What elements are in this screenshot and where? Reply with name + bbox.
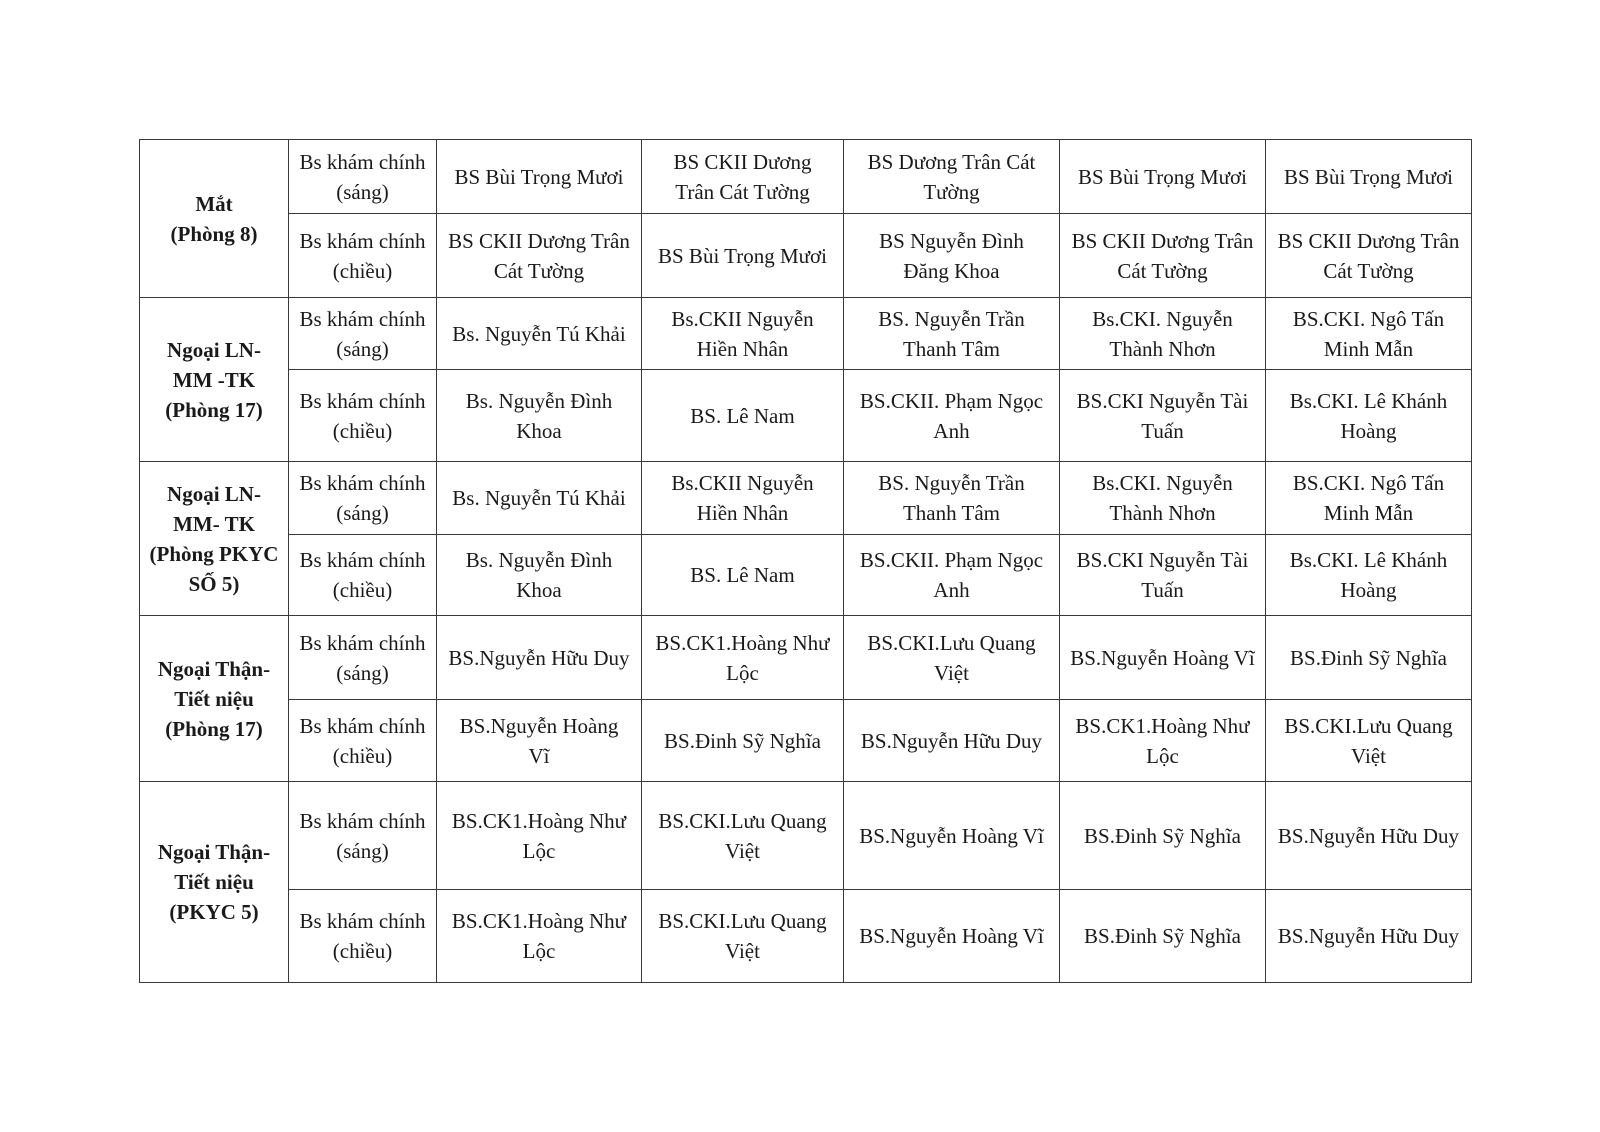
doctor-cell: Bs. Nguyễn Tú Khải	[437, 298, 642, 370]
doctor-schedule-table	[139, 139, 1472, 983]
doctor-cell: BS CKII Dương Trân Cát Tường	[437, 214, 642, 298]
department-cell: Mắt (Phòng 8)	[140, 140, 289, 298]
doctor-cell: BS CKII Dương Trân Cát Tường	[642, 140, 844, 214]
table-row	[140, 782, 1472, 890]
doctor-cell: BS. Nguyễn Trần Thanh Tâm	[844, 298, 1060, 370]
doctor-cell: BS Bùi Trọng Mươi	[1060, 140, 1266, 214]
department-cell: Ngoại Thận- Tiết niệu (Phòng 17)	[140, 616, 289, 782]
doctor-cell: BS.CK1.Hoàng Như Lộc	[437, 782, 642, 890]
doctor-cell: BS Bùi Trọng Mươi	[437, 140, 642, 214]
doctor-cell: BS.CKII. Phạm Ngọc Anh	[844, 370, 1060, 462]
doctor-cell: BS CKII Dương Trân Cát Tường	[1266, 214, 1472, 298]
doctor-cell: Bs.CKI. Nguyễn Thành Nhơn	[1060, 298, 1266, 370]
table-row	[140, 700, 1472, 782]
table-row	[140, 140, 1472, 214]
doctor-cell: BS Dương Trân Cát Tường	[844, 140, 1060, 214]
doctor-cell: BS.Nguyễn Hoàng Vĩ	[437, 700, 642, 782]
doctor-cell: Bs. Nguyễn Đình Khoa	[437, 535, 642, 616]
table-row	[140, 535, 1472, 616]
doctor-cell: Bs.CKI. Lê Khánh Hoàng	[1266, 535, 1472, 616]
doctor-cell: BS.CKI.Lưu Quang Việt	[1266, 700, 1472, 782]
doctor-cell: BS. Nguyễn Trần Thanh Tâm	[844, 462, 1060, 535]
shift-cell: Bs khám chính (sáng)	[289, 616, 437, 700]
doctor-cell: Bs. Nguyễn Tú Khải	[437, 462, 642, 535]
shift-cell: Bs khám chính (chiều)	[289, 370, 437, 462]
doctor-cell: BS.Đinh Sỹ Nghĩa	[1266, 616, 1472, 700]
doctor-cell: BS.Đinh Sỹ Nghĩa	[642, 700, 844, 782]
department-cell: Ngoại LN- MM- TK (Phòng PKYC SỐ 5)	[140, 462, 289, 616]
doctor-cell: BS Nguyễn Đình Đăng Khoa	[844, 214, 1060, 298]
table-row	[140, 890, 1472, 983]
doctor-cell: BS.CKII. Phạm Ngọc Anh	[844, 535, 1060, 616]
doctor-cell: BS.Nguyễn Hữu Duy	[1266, 782, 1472, 890]
table-row	[140, 462, 1472, 535]
doctor-cell: BS.CKI. Ngô Tấn Minh Mẫn	[1266, 462, 1472, 535]
department-cell: Ngoại Thận- Tiết niệu (PKYC 5)	[140, 782, 289, 983]
doctor-cell: BS.Đinh Sỹ Nghĩa	[1060, 782, 1266, 890]
department-cell: Ngoại LN- MM -TK (Phòng 17)	[140, 298, 289, 462]
table-row	[140, 214, 1472, 298]
doctor-cell: BS.Nguyễn Hoàng Vĩ	[844, 890, 1060, 983]
doctor-cell: BS.CK1.Hoàng Như Lộc	[642, 616, 844, 700]
doctor-cell: BS.CK1.Hoàng Như Lộc	[1060, 700, 1266, 782]
doctor-cell: BS.Nguyễn Hoàng Vĩ	[844, 782, 1060, 890]
shift-cell: Bs khám chính (chiều)	[289, 214, 437, 298]
doctor-cell: Bs.CKII Nguyễn Hiền Nhân	[642, 462, 844, 535]
doctor-cell: Bs.CKII Nguyễn Hiền Nhân	[642, 298, 844, 370]
doctor-cell: BS.CK1.Hoàng Như Lộc	[437, 890, 642, 983]
table-row	[140, 370, 1472, 462]
shift-cell: Bs khám chính (sáng)	[289, 462, 437, 535]
doctor-cell: BS.Nguyễn Hữu Duy	[1266, 890, 1472, 983]
doctor-cell: BS.Nguyễn Hoàng Vĩ	[1060, 616, 1266, 700]
doctor-cell: BS.Đinh Sỹ Nghĩa	[1060, 890, 1266, 983]
shift-cell: Bs khám chính (sáng)	[289, 782, 437, 890]
doctor-cell: BS.CKI Nguyễn Tài Tuấn	[1060, 535, 1266, 616]
doctor-cell: BS.CKI.Lưu Quang Việt	[642, 890, 844, 983]
table-row	[140, 616, 1472, 700]
shift-cell: Bs khám chính (chiều)	[289, 535, 437, 616]
shift-cell: Bs khám chính (chiều)	[289, 700, 437, 782]
doctor-cell: BS. Lê Nam	[642, 535, 844, 616]
doctor-cell: BS.CKI.Lưu Quang Việt	[642, 782, 844, 890]
doctor-cell: Bs.CKI. Nguyễn Thành Nhơn	[1060, 462, 1266, 535]
doctor-cell: BS.CKI. Ngô Tấn Minh Mẫn	[1266, 298, 1472, 370]
doctor-cell: Bs. Nguyễn Đình Khoa	[437, 370, 642, 462]
doctor-cell: BS.CKI.Lưu Quang Việt	[844, 616, 1060, 700]
doctor-cell: BS.Nguyễn Hữu Duy	[844, 700, 1060, 782]
doctor-cell: BS Bùi Trọng Mươi	[642, 214, 844, 298]
shift-cell: Bs khám chính (chiều)	[289, 890, 437, 983]
doctor-cell: BS. Lê Nam	[642, 370, 844, 462]
doctor-cell: Bs.CKI. Lê Khánh Hoàng	[1266, 370, 1472, 462]
doctor-cell: BS CKII Dương Trân Cát Tường	[1060, 214, 1266, 298]
shift-cell: Bs khám chính (sáng)	[289, 298, 437, 370]
table-row	[140, 298, 1472, 370]
doctor-cell: BS Bùi Trọng Mươi	[1266, 140, 1472, 214]
doctor-cell: BS.Nguyễn Hữu Duy	[437, 616, 642, 700]
shift-cell: Bs khám chính (sáng)	[289, 140, 437, 214]
doctor-cell: BS.CKI Nguyễn Tài Tuấn	[1060, 370, 1266, 462]
